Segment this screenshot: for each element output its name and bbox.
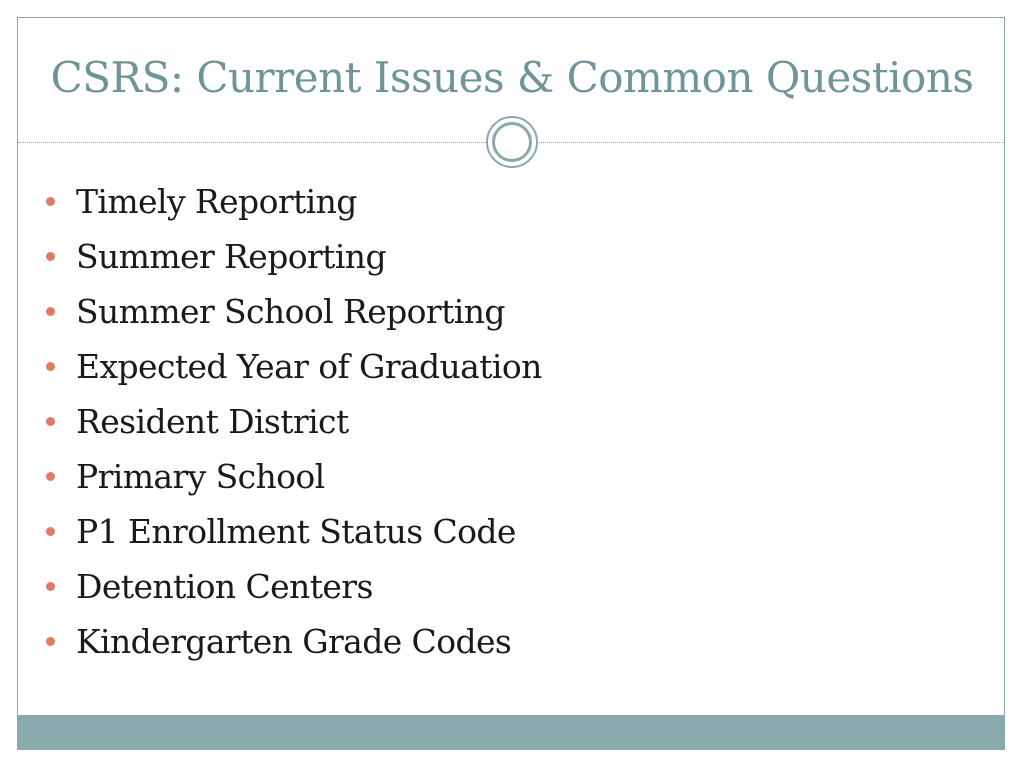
divider-ring-inner-icon (492, 122, 532, 162)
bullet-text: Primary School (76, 457, 325, 496)
bullet-dot-icon (46, 637, 55, 646)
bullet-item (46, 614, 542, 669)
bullet-item (46, 559, 542, 614)
bullet-list (46, 174, 542, 669)
slide-title: CSRS: Current Issues & Common Questions (50, 53, 974, 102)
bullet-text: P1 Enrollment Status Code (76, 512, 516, 551)
bullet-dot-icon (46, 417, 55, 426)
bullet-item (46, 449, 542, 504)
bullet-dot-icon (46, 582, 55, 591)
bullet-dot-icon (46, 197, 55, 206)
bullet-item (46, 339, 542, 394)
bullet-item (46, 229, 542, 284)
bullet-text: Summer Reporting (76, 237, 386, 276)
bullet-dot-icon (46, 527, 55, 536)
bullet-dot-icon (46, 252, 55, 261)
bullet-item (46, 394, 542, 449)
bullet-dot-icon (46, 307, 55, 316)
bullet-text: Kindergarten Grade Codes (76, 622, 512, 661)
footer-bar (17, 715, 1005, 750)
bullet-dot-icon (46, 472, 55, 481)
bullet-text: Timely Reporting (76, 182, 357, 221)
bullet-dot-icon (46, 362, 55, 371)
bullet-text: Summer School Reporting (76, 292, 505, 331)
bullet-text: Resident District (76, 402, 349, 441)
bullet-item (46, 284, 542, 339)
bullet-item (46, 504, 542, 559)
bullet-item (46, 174, 542, 229)
bullet-text: Expected Year of Graduation (76, 347, 542, 386)
bullet-text: Detention Centers (76, 567, 373, 606)
